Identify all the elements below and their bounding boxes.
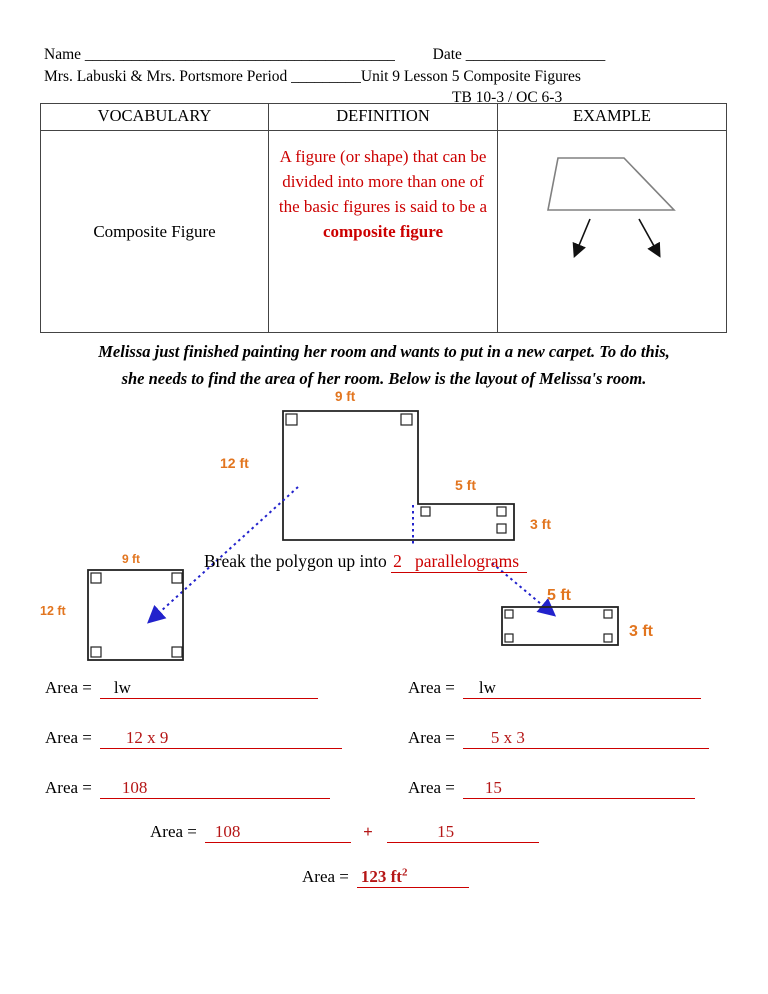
right-angle-mark	[604, 634, 612, 642]
right-angle-mark	[172, 647, 182, 657]
vocab-column-header: VOCABULARY	[41, 104, 269, 130]
area-sum-row	[150, 822, 539, 843]
total-value: 123 ft	[360, 866, 402, 886]
right-angle-mark	[505, 634, 513, 642]
name-label: Name	[44, 46, 82, 63]
right-angle-mark	[505, 610, 513, 618]
total-exponent: 2	[401, 866, 408, 878]
header-name-date-line	[44, 46, 605, 64]
area-label: Area =	[45, 778, 92, 797]
total-answer-text	[361, 867, 408, 886]
header-course-line: Mrs. Labuski & Mrs. Portsmore Period _________Unit 9 Lesson 5 Composite Figures	[44, 68, 581, 85]
break-instruction	[204, 551, 527, 572]
room-diagram	[0, 388, 768, 675]
answer-text: lw	[478, 678, 496, 697]
answer-text: 5 x 3	[490, 728, 525, 747]
right-angle-mark	[421, 507, 430, 516]
answer-text: lw	[113, 678, 131, 697]
intro-line-1: Melissa just finished painting her room and wants to put in a new carpet. To do this,	[98, 342, 670, 361]
right-angle-mark	[91, 573, 101, 583]
area-row-left-2	[45, 728, 342, 749]
example-column-header: EXAMPLE	[573, 106, 651, 125]
answer-blank	[387, 822, 539, 843]
dim-label-ext-side: 3 ft	[530, 516, 551, 532]
rectangle-piece-outline	[502, 607, 618, 645]
area-total-row	[302, 866, 469, 888]
intro-line-2: she needs to find the area of her room. Below is the layout of Melissa's room.	[121, 369, 647, 388]
square-piece-outline	[88, 570, 183, 660]
trapezoid-shape	[548, 158, 674, 210]
answer-blank	[100, 728, 342, 749]
area-label: Area =	[408, 778, 455, 797]
answer-text: 12 x 9	[125, 728, 169, 747]
answer-blank	[357, 866, 469, 888]
dim-label-ext-top: 5 ft	[455, 477, 476, 493]
answer-blank	[100, 678, 318, 699]
date-blank: __________________	[465, 46, 606, 63]
area-label: Area =	[45, 728, 92, 747]
example-arrow-left-icon	[575, 219, 590, 255]
dim-label-square-left: 12 ft	[40, 604, 66, 618]
area-row-left-3	[45, 778, 330, 799]
definition-column-header: DEFINITION	[269, 104, 498, 130]
answer-blank	[205, 822, 351, 843]
name-blank: ________________________________________	[84, 46, 395, 63]
answer-blank	[463, 728, 709, 749]
header-code-line: TB 10-3 / OC 6-3	[452, 89, 563, 106]
right-angle-mark	[172, 573, 182, 583]
dim-label-big-left: 12 ft	[220, 455, 249, 471]
right-angle-mark	[604, 610, 612, 618]
area-label: Area =	[408, 728, 455, 747]
example-arrow-right-icon	[639, 219, 659, 255]
area-row-right-1	[408, 678, 701, 699]
area-label: Area =	[302, 866, 349, 886]
right-angle-mark	[286, 414, 297, 425]
area-label: Area =	[45, 678, 92, 697]
vocab-table-body-row	[41, 131, 726, 332]
answer-text: 108	[214, 822, 241, 841]
trapezoid-example-figure	[498, 131, 725, 331]
answer-blank	[100, 778, 330, 799]
dim-label-square-top: 9 ft	[122, 552, 140, 566]
plus-sign: +	[363, 822, 373, 841]
vocab-definition	[269, 131, 498, 332]
right-angle-mark	[401, 414, 412, 425]
answer-blank	[463, 678, 701, 699]
answer-blank	[463, 778, 695, 799]
definition-bold-text: composite figure	[322, 222, 444, 241]
dim-label-rect-side: 3 ft	[629, 623, 653, 640]
break-answer: 2 parallelograms	[391, 551, 527, 573]
area-row-right-2	[408, 728, 709, 749]
break-prefix: Break the polygon up into	[204, 551, 392, 571]
vocab-table-header-row	[41, 104, 726, 131]
intro-paragraph	[0, 338, 768, 392]
date-label: Date	[432, 46, 462, 63]
vocab-example-cell	[498, 131, 726, 332]
right-angle-mark	[497, 507, 506, 516]
area-label: Area =	[150, 822, 197, 841]
answer-text: 108	[121, 778, 148, 797]
dim-label-big-top: 9 ft	[335, 389, 356, 404]
area-row-right-3	[408, 778, 695, 799]
vocab-term: Composite Figure	[41, 131, 269, 332]
vocab-table	[40, 103, 727, 333]
answer-text: 15	[484, 778, 502, 797]
right-angle-mark	[91, 647, 101, 657]
answer-text: 15	[437, 822, 455, 841]
definition-text: A figure (or shape) that can be divided into more than one of the basic figures is said to be a	[278, 147, 488, 216]
area-label: Area =	[408, 678, 455, 697]
right-angle-mark	[497, 524, 506, 533]
l-shape-room-outline	[283, 411, 514, 540]
area-row-left-1	[45, 678, 318, 699]
dim-label-rect-top: 5 ft	[547, 587, 571, 604]
